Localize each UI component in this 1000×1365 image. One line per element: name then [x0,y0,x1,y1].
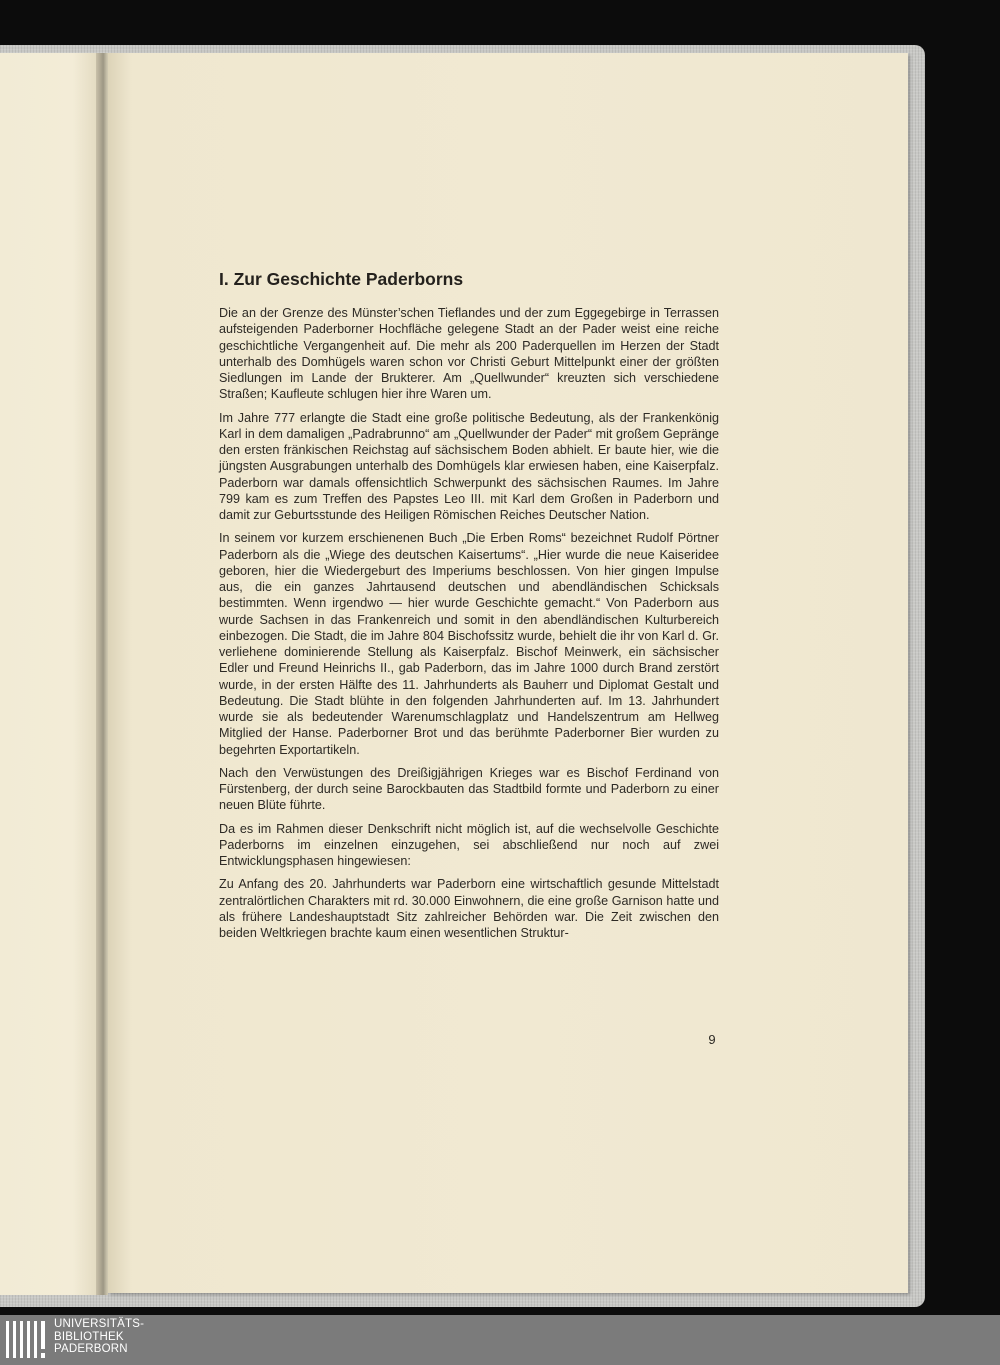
library-name-line-3: PADERBORN [54,1343,128,1355]
page-number: 9 [708,1032,716,1047]
paragraph-4: Nach den Verwüstungen des Dreißigjährigen Krieges war es Bischof Ferdinand von Fürstenberg, der durch seine Barockbauten das Stadtbild formte und Paderborn zu einer neuen Blüte führte. [219,765,719,813]
page-content [219,268,719,948]
book-spine-gutter [96,53,108,1295]
paragraph-5: Da es im Rahmen dieser Denkschrift nicht möglich ist, auf die wechselvolle Geschichte Paderborns im einzelnen einzugehen, sei abschließend nur noch auf zwei Entwicklungsphasen hingewiesen: [219,821,719,868]
paragraph-3: In seinem vor kurzem erschienenen Buch „Die Erben Roms“ bezeichnet Rudolf Pörtner Paderborn als die „Wiege des deutschen Kaisertums“. „Hier wurde die neue Kaiseridee geboren, hier die Wiedergeburt des Imperiums beschlossen. Von hier gingen Impulse aus, die ein ganzes Jahrtausend deutschen und abendländischen Schicksals bestimmten. Wenn irgendwo — hier wurde Geschichte gemacht.“ Von Paderborn aus wurde Sachsen in das Frankenreich und somit in den abendländischen Kulturbereich einbezogen. Die Stadt, die im Jahre 804 Bischofssitz wurde, behielt die ihr von Karl d. Gr. verliehene dominierende Stellung als Kaiserpfalz. Bischof Meinwerk, ein sächsischer Edler und Freund Heinrichs II., gab Paderborn, das im Jahre 1000 durch Brand zerstört wurde, in der ersten Hälfte des 11. Jahrhunderts als Bauherr und Diplomat Gestalt und Bedeutung. Die Stadt blühte in den folgenden Jahrhunderten auf. Im 13. Jahrhundert wurde sie als bedeutender Warenumschlagplatz und Handelszentrum am Hellweg Mitglied der Hanse. Paderborner Brot und das berühmte Paderborner Bier wurden zu begehrten Exportartikeln. [219,531,719,757]
paragraph-6: Zu Anfang des 20. Jahrhunderts war Paderborn eine wirtschaftlich gesunde Mittelstadt zentralörtlichen Charakters mit rd. 30.000 Einwohnern, die eine große Garnison hatte und als frühere Landeshauptstadt Sitz zahlreicher Behörden war. Die Zeit zwischen den beiden Weltkriegen brachte kaum einen wesentlichen Struktur- [219,877,719,940]
library-name-line-2: BIBLIOTHEK [54,1330,124,1343]
paragraph-2: Im Jahre 777 erlangte die Stadt eine große politische Bedeutung, als der Frankenkönig Karl in dem damaligen „Padrabrunno“ am „Quellwunder der Pader“ mit großem Gepränge den ersten fränkischen Reichstag auf sächsischem Boden abhielt. Er baute hier, wie die jüngsten Ausgrabungen unterhalb des Domhügels klar erwiesen haben, eine Kaiserpfalz. Paderborn war damals offensichtlich Schwerpunkt des sächsischen Raumes. Im Jahre 799 kam es zum Treffen des Papstes Leo III. mit Karl dem Großen in Paderborn und damit zur Geburtsstunde des Heiligen Römischen Reiches Deutscher Nation. [219,410,719,522]
left-page [0,53,104,1295]
library-name-line-1: UNIVERSITÄTS- [54,1318,145,1330]
library-name [54,1318,254,1356]
chapter-heading: I. Zur Geschichte Paderborns [219,269,464,289]
paragraph-1: Die an der Grenze des Münster’schen Tieflandes und der zum Eggegebirge in Terrassen aufsteigenden Paderborner Hochfläche gelegene Stadt an der Pader weist eine reiche geschichtliche Vergangenheit auf. Die mehr als 200 Paderquellen im Herzen der Stadt unterhalb des Domhügels waren schon vor Christi Geburt Mittelpunkt einer der größten Siedlungen im Lande der Brukterer. Am „Quellwunder“ kreuzten sich verschiedene Straßen; Kaufleute schlugen hier ihre Waren um. [219,306,719,402]
library-logo-icon [3,1319,49,1363]
